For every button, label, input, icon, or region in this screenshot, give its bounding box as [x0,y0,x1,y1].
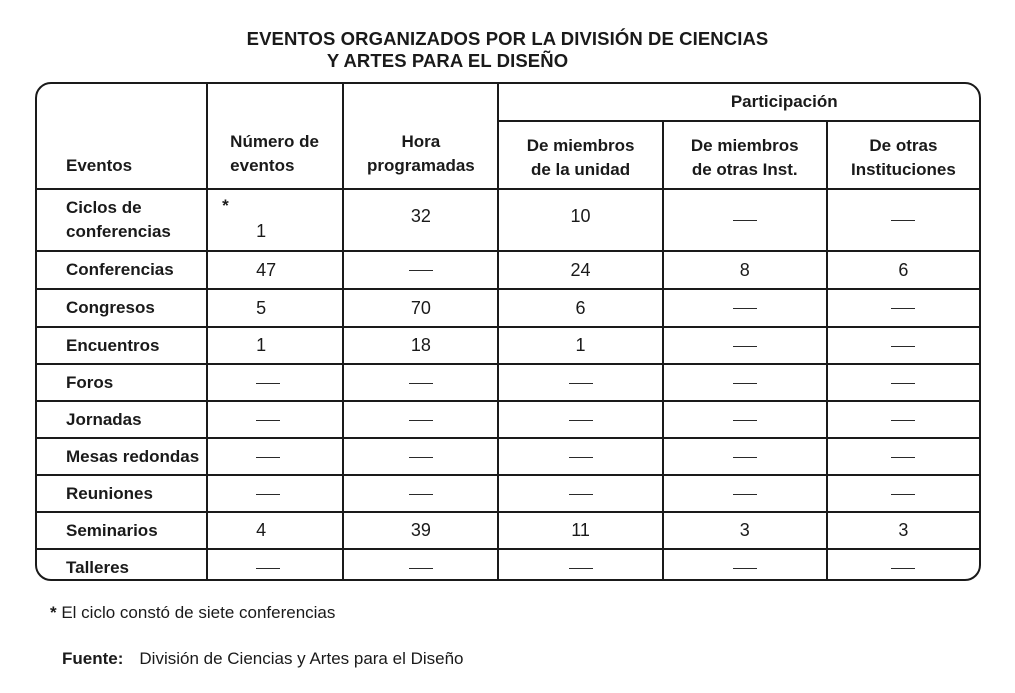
cell-hora-programadas [343,401,498,438]
cell-numero-eventos [207,549,343,581]
empty-dash [733,494,757,495]
events-table-frame [35,82,981,581]
cell-miembros-unidad [498,475,662,512]
cell-numero-eventos: 5 [207,289,343,327]
empty-dash [891,308,915,309]
empty-dash [409,383,433,384]
cell-miembros-otras-inst [663,189,827,251]
empty-dash [733,308,757,309]
empty-dash [733,383,757,384]
cell-hora-programadas: 32 [343,189,498,251]
cell-miembros-unidad [498,549,662,581]
empty-dash [256,420,280,421]
cell-miembros-otras-inst [663,549,827,581]
cell-miembros-unidad: 6 [498,289,662,327]
title-line-1: EVENTOS ORGANIZADOS POR LA DIVISIÓN DE CIENCIAS [246,28,769,49]
header-miembros-unidad: De miembros de la unidad [498,121,662,189]
cell-hora-programadas [343,364,498,401]
events-table [37,84,979,581]
footnote-text: El ciclo constó de siete conferencias [56,603,336,622]
empty-dash [569,383,593,384]
empty-dash [409,270,433,271]
cell-otras-instituciones [827,189,979,251]
title-line-2: Y ARTES PARA EL DISEÑO [326,50,569,71]
footnote [50,603,335,623]
cell-miembros-unidad: 1 [498,327,662,364]
cell-miembros-otras-inst [663,475,827,512]
header-eventos: Eventos [37,84,207,189]
empty-dash [569,457,593,458]
cell-numero-eventos: 47 [207,251,343,289]
table-title [0,28,1015,72]
cell-hora-programadas [343,438,498,475]
cell-miembros-unidad [498,364,662,401]
table-row [37,289,979,327]
header-numero-eventos: Número de eventos [207,84,343,189]
cell-numero-eventos [207,401,343,438]
empty-dash [891,346,915,347]
cell-otras-instituciones: 6 [827,251,979,289]
header-otras-instituciones: De otras Instituciones [827,121,979,189]
cell-evento: Mesas redondas [37,438,207,475]
cell-numero-eventos: 4 [207,512,343,549]
header-hora-programadas: Hora programadas [343,84,498,189]
empty-dash [891,494,915,495]
cell-miembros-otras-inst [663,289,827,327]
cell-evento: Seminarios [37,512,207,549]
empty-dash [733,568,757,569]
cell-otras-instituciones [827,401,979,438]
cell-miembros-unidad: 24 [498,251,662,289]
table-row [37,475,979,512]
empty-dash [409,568,433,569]
cell-evento: Congresos [37,289,207,327]
cell-miembros-unidad [498,401,662,438]
footnote-marker: * [50,603,57,622]
cell-miembros-unidad: 11 [498,512,662,549]
cell-numero-eventos [207,438,343,475]
empty-dash [256,568,280,569]
cell-hora-programadas: 70 [343,289,498,327]
cell-otras-instituciones [827,327,979,364]
cell-otras-instituciones [827,549,979,581]
cell-miembros-otras-inst [663,364,827,401]
cell-otras-instituciones [827,289,979,327]
empty-dash [891,457,915,458]
cell-evento: Reuniones [37,475,207,512]
cell-evento: Jornadas [37,401,207,438]
cell-otras-instituciones [827,364,979,401]
empty-dash [409,494,433,495]
table-row [37,189,979,251]
cell-miembros-otras-inst [663,401,827,438]
asterisk-marker: * [222,196,229,215]
cell-hora-programadas [343,251,498,289]
cell-hora-programadas: 39 [343,512,498,549]
empty-dash [891,220,915,221]
cell-otras-instituciones: 3 [827,512,979,549]
table-row [37,401,979,438]
source-text: División de Ciencias y Artes para el Diseño [139,649,464,668]
empty-dash [891,383,915,384]
empty-dash [733,220,757,221]
source-label: Fuente: [62,649,124,668]
empty-dash [891,420,915,421]
empty-dash [569,494,593,495]
table-row [37,512,979,549]
cell-miembros-otras-inst: 3 [663,512,827,549]
header-participacion: Participación [498,84,979,121]
empty-dash [256,494,280,495]
cell-miembros-otras-inst [663,438,827,475]
cell-evento: Foros [37,364,207,401]
cell-evento: Ciclos de conferencias [37,189,207,251]
cell-hora-programadas [343,549,498,581]
table-row [37,251,979,289]
cell-numero-eventos [207,475,343,512]
cell-evento: Encuentros [37,327,207,364]
table-row [37,549,979,581]
empty-dash [733,420,757,421]
header-miembros-otras-inst: De miembros de otras Inst. [663,121,827,189]
cell-hora-programadas: 18 [343,327,498,364]
empty-dash [733,346,757,347]
cell-numero-eventos [207,364,343,401]
cell-miembros-otras-inst: 8 [663,251,827,289]
source-line [62,649,464,669]
empty-dash [256,383,280,384]
cell-numero-eventos: 1 [207,327,343,364]
cell-miembros-unidad: 10 [498,189,662,251]
empty-dash [409,420,433,421]
empty-dash [569,568,593,569]
empty-dash [409,457,433,458]
cell-otras-instituciones [827,438,979,475]
table-row [37,438,979,475]
cell-hora-programadas [343,475,498,512]
empty-dash [891,568,915,569]
table-row [37,364,979,401]
cell-numero-eventos: * 1 [207,189,343,251]
cell-miembros-otras-inst [663,327,827,364]
empty-dash [256,457,280,458]
cell-miembros-unidad [498,438,662,475]
empty-dash [569,420,593,421]
cell-evento: Talleres [37,549,207,581]
table-row [37,327,979,364]
cell-otras-instituciones [827,475,979,512]
empty-dash [733,457,757,458]
cell-evento: Conferencias [37,251,207,289]
